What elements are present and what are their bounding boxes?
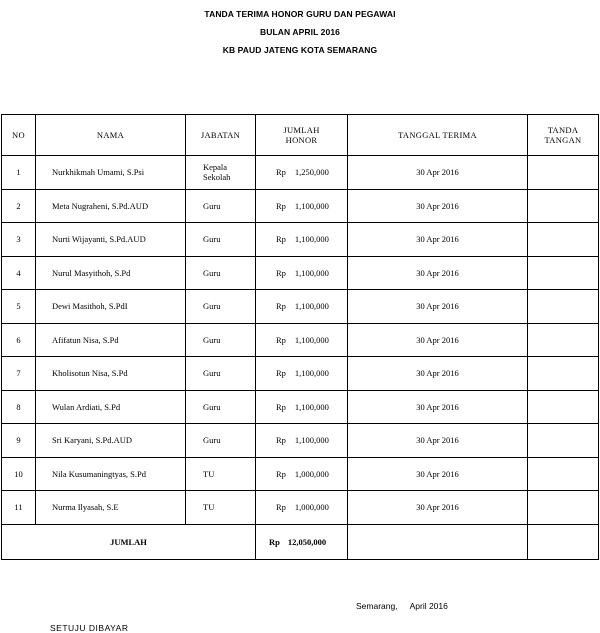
table-row — [2, 424, 599, 458]
table-row — [2, 357, 599, 391]
cell-honor — [256, 457, 348, 491]
honor-amount: 1,100,000 — [294, 301, 329, 312]
col-ttd-line-2: TANGAN — [544, 135, 582, 145]
jabatan-line-1: Guru — [203, 200, 221, 211]
cell-signature — [528, 290, 599, 324]
cell-tanggal: 30 Apr 2016 — [348, 457, 528, 491]
cell-nama: Meta Nugraheni, S.Pd.AUD — [36, 189, 186, 223]
place-date — [356, 601, 448, 611]
honor-currency: Rp — [276, 301, 286, 312]
honor-currency: Rp — [276, 468, 286, 479]
jabatan-line-1: Guru — [203, 334, 221, 345]
cell-tanggal: 30 Apr 2016 — [348, 491, 528, 525]
cell-signature — [528, 156, 599, 190]
honor-currency: Rp — [276, 167, 286, 178]
cell-honor — [256, 424, 348, 458]
cell-nama: Nurti Wijayanti, S.Pd.AUD — [36, 223, 186, 257]
cell-no: 1 — [2, 156, 36, 190]
cell-no: 8 — [2, 390, 36, 424]
total-amount — [256, 524, 348, 559]
jabatan-line-1: Guru — [203, 368, 221, 379]
table-row — [2, 156, 599, 190]
honor-amount: 1,100,000 — [294, 368, 329, 379]
cell-no: 3 — [2, 223, 36, 257]
col-tanggal: TANGGAL TERIMA — [348, 115, 528, 156]
cell-honor — [256, 156, 348, 190]
honor-currency: Rp — [276, 200, 286, 211]
jabatan-line-1: Guru — [203, 435, 221, 446]
cell-no: 9 — [2, 424, 36, 458]
honor-amount: 1,100,000 — [294, 401, 329, 412]
table-row — [2, 390, 599, 424]
jabatan-line-1: TU — [203, 468, 215, 479]
table-row — [2, 189, 599, 223]
cell-nama: Sri Karyani, S.Pd.AUD — [36, 424, 186, 458]
honor-amount: 1,000,000 — [294, 502, 329, 513]
cell-jabatan — [186, 189, 256, 223]
cell-signature — [528, 491, 599, 525]
cell-tanggal: 30 Apr 2016 — [348, 290, 528, 324]
cell-no: 5 — [2, 290, 36, 324]
col-honor-line-2: HONOR — [285, 135, 318, 145]
cell-honor — [256, 323, 348, 357]
honor-currency: Rp — [276, 334, 286, 345]
cell-signature — [528, 223, 599, 257]
cell-no: 6 — [2, 323, 36, 357]
table-header-row — [2, 115, 599, 156]
cell-nama: Nila Kusumaningtyas, S.Pd — [36, 457, 186, 491]
cell-no: 4 — [2, 256, 36, 290]
col-ttd-line-1: TANDA — [547, 125, 579, 135]
cell-no: 7 — [2, 357, 36, 391]
honor-amount: 1,100,000 — [294, 200, 329, 211]
cell-honor — [256, 390, 348, 424]
cell-signature — [528, 189, 599, 223]
total-row — [2, 524, 599, 559]
cell-nama: Dewi Masithoh, S.PdI — [36, 290, 186, 324]
total-value: 12,050,000 — [287, 536, 327, 547]
cell-nama: Wulan Ardiati, S.Pd — [36, 390, 186, 424]
honor-currency: Rp — [276, 267, 286, 278]
cell-no: 2 — [2, 189, 36, 223]
col-ttd — [528, 115, 599, 156]
jabatan-line-1: Guru — [203, 267, 221, 278]
honor-receipt-table — [1, 114, 599, 560]
cell-honor — [256, 290, 348, 324]
honor-currency: Rp — [276, 435, 286, 446]
cell-honor — [256, 223, 348, 257]
cell-nama: Kholisotun Nisa, S.Pd — [36, 357, 186, 391]
cell-jabatan — [186, 323, 256, 357]
cell-no: 11 — [2, 491, 36, 525]
honor-currency: Rp — [276, 234, 286, 245]
cell-no: 10 — [2, 457, 36, 491]
cell-signature — [528, 357, 599, 391]
approval-label: SETUJU DIBAYAR — [50, 623, 129, 633]
jabatan-line-1: Guru — [203, 401, 221, 412]
honor-currency: Rp — [276, 502, 286, 513]
jabatan-line-1: TU — [203, 502, 215, 513]
total-label: JUMLAH — [2, 524, 256, 559]
honor-currency: Rp — [276, 401, 286, 412]
table-row — [2, 491, 599, 525]
cell-tanggal: 30 Apr 2016 — [348, 390, 528, 424]
table-row — [2, 457, 599, 491]
honor-amount: 1,100,000 — [294, 334, 329, 345]
cell-signature — [528, 256, 599, 290]
table-row — [2, 323, 599, 357]
cell-nama: Afifatun Nisa, S.Pd — [36, 323, 186, 357]
cell-tanggal: 30 Apr 2016 — [348, 156, 528, 190]
cell-signature — [528, 424, 599, 458]
cell-honor — [256, 189, 348, 223]
cell-honor — [256, 256, 348, 290]
cell-signature — [528, 390, 599, 424]
cell-jabatan — [186, 223, 256, 257]
col-honor — [256, 115, 348, 156]
col-no: NO — [2, 115, 36, 156]
cell-tanggal: 30 Apr 2016 — [348, 256, 528, 290]
cell-jabatan — [186, 424, 256, 458]
footer-date: April 2016 — [409, 601, 448, 611]
title-line-3: KB PAUD JATENG KOTA SEMARANG — [222, 45, 378, 55]
cell-jabatan — [186, 457, 256, 491]
col-nama: NAMA — [36, 115, 186, 156]
honor-amount: 1,100,000 — [294, 435, 329, 446]
honor-amount: 1,100,000 — [294, 267, 329, 278]
cell-tanggal: 30 Apr 2016 — [348, 424, 528, 458]
cell-jabatan — [186, 390, 256, 424]
cell-jabatan — [186, 357, 256, 391]
place-label: Semarang, — [356, 601, 398, 611]
cell-nama: Nurul Masyithoh, S.Pd — [36, 256, 186, 290]
cell-signature — [528, 457, 599, 491]
col-jabatan: JABATAN — [186, 115, 256, 156]
cell-jabatan — [186, 256, 256, 290]
cell-honor — [256, 491, 348, 525]
cell-tanggal: 30 Apr 2016 — [348, 323, 528, 357]
table-row — [2, 223, 599, 257]
cell-signature — [528, 323, 599, 357]
honor-amount: 1,100,000 — [294, 234, 329, 245]
honor-amount: 1,250,000 — [294, 167, 329, 178]
title-line-2: BULAN APRIL 2016 — [259, 27, 340, 37]
jabatan-line-1: Guru — [203, 234, 221, 245]
table-row — [2, 256, 599, 290]
total-currency: Rp — [269, 536, 280, 547]
table-row — [2, 290, 599, 324]
jabatan-line-2: Sekolah — [203, 172, 231, 183]
cell-jabatan — [186, 491, 256, 525]
honor-currency: Rp — [276, 368, 286, 379]
honor-amount: 1,000,000 — [294, 468, 329, 479]
col-honor-line-1: JUMLAH — [283, 125, 320, 135]
cell-jabatan — [186, 290, 256, 324]
total-empty-date — [348, 524, 528, 559]
cell-nama: Nurma Ilyasah, S.E — [36, 491, 186, 525]
cell-honor — [256, 357, 348, 391]
jabatan-line-1: Guru — [203, 301, 221, 312]
cell-jabatan — [186, 156, 256, 190]
cell-tanggal: 30 Apr 2016 — [348, 357, 528, 391]
cell-nama: Nurkhikmah Umami, S.Psi — [36, 156, 186, 190]
jabatan-line-1: Kepala — [203, 162, 228, 173]
total-empty-signature — [528, 524, 599, 559]
title-line-1: TANDA TERIMA HONOR GURU DAN PEGAWAI — [204, 9, 396, 19]
cell-tanggal: 30 Apr 2016 — [348, 223, 528, 257]
cell-tanggal: 30 Apr 2016 — [348, 189, 528, 223]
